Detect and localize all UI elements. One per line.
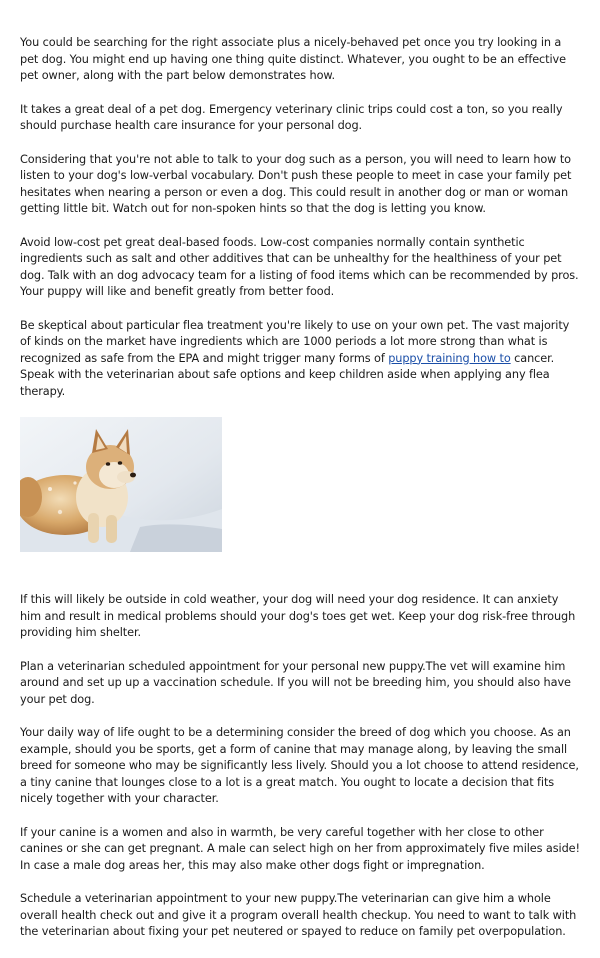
paragraph-2: It takes a great deal of a pet dog. Emergency veterinary clinic trips could cost a ton, so you really should purchase health care insurance for your personal dog. bbox=[20, 102, 563, 132]
paragraph-5-text-end: cancer. Speak with the veterinarian about safe options and keep children aside when applying any flea therapy. bbox=[20, 351, 555, 398]
paragraph-10: Schedule a veterinarian appointment to your new puppy.The veterinarian can give him a whole overall health check out and give it a program overall health checkup. You need to want to talk with the veterinarian about fixing your pet neutered or spayed to reduce on family pet overpopulation. bbox=[20, 892, 577, 938]
paragraph-5 bbox=[20, 318, 580, 401]
paragraph-3: Considering that you're not able to talk to your dog such as a person, you will need to learn how to listen to your dog's low-verbal vocabulary. Don't push these people to meet in case your family pet hesitates when nearing a person or even a dog. This could result in another dog or man or woman getting little bit. Watch out for non-spoken hints so that the dog is letting you know. bbox=[20, 152, 572, 215]
paragraph-4: Avoid low-cost pet great deal-based foods. Low-cost companies normally contain synthetic ingredients such as salt and other additives that can be unhealthy for the healthiness of your pet dog. Talk with an dog advocacy team for a listing of food items which can be recommended by pros. Your puppy will like and benefit greatly from better food. bbox=[20, 235, 579, 298]
paragraph-5-text-start: Be skeptical about particular flea treatment you're likely to use on your own pet. The vast majority of kinds on the market have ingredients which are 1000 periods a lot more strong than what is recognized as safe from the EPA and might trigger many forms of bbox=[20, 318, 570, 365]
paragraph-7: Plan a veterinarian scheduled appointment for your personal new puppy.The vet will examine him around and set up up a vaccination schedule. If you will not be breeding him, you should also have your pet dog. bbox=[20, 659, 571, 706]
paragraph-9: If your canine is a women and also in warmth, be very careful together with her close to other canines or she can get pregnant. A male can select high on her from approximately five miles aside! In case a male dog areas her, this may also make other dogs fight or impregnation. bbox=[20, 825, 580, 872]
dog-in-snow-photo bbox=[20, 417, 222, 552]
article-body bbox=[20, 35, 580, 958]
paragraph-8: Your daily way of life ought to be a determining consider the breed of dog which you choose. As an example, should you be sports, get a form of canine that may manage along, by leaving the small breed for someone who may be significantly less lively. Should you a lot choose to attend residence, a tiny canine that lounges close to a lot is a great match. You ought to locate a decision that fits nicely together with your character. bbox=[20, 726, 579, 805]
paragraph-6: If this will likely be outside in cold weather, your dog will need your dog residence. It can anxiety him and result in medical problems should your dog's toes get wet. Keep your dog risk-free through providing him shelter. bbox=[20, 593, 576, 639]
paragraph-1: You could be searching for the right associate plus a nicely-behaved pet once you try looking in a pet dog. You might end up having one thing quite distinct. Whatever, you ought to be an effective pet owner, along with the part below demonstrates how. bbox=[20, 36, 566, 82]
puppy-training-link[interactable]: puppy training how to bbox=[388, 351, 511, 365]
